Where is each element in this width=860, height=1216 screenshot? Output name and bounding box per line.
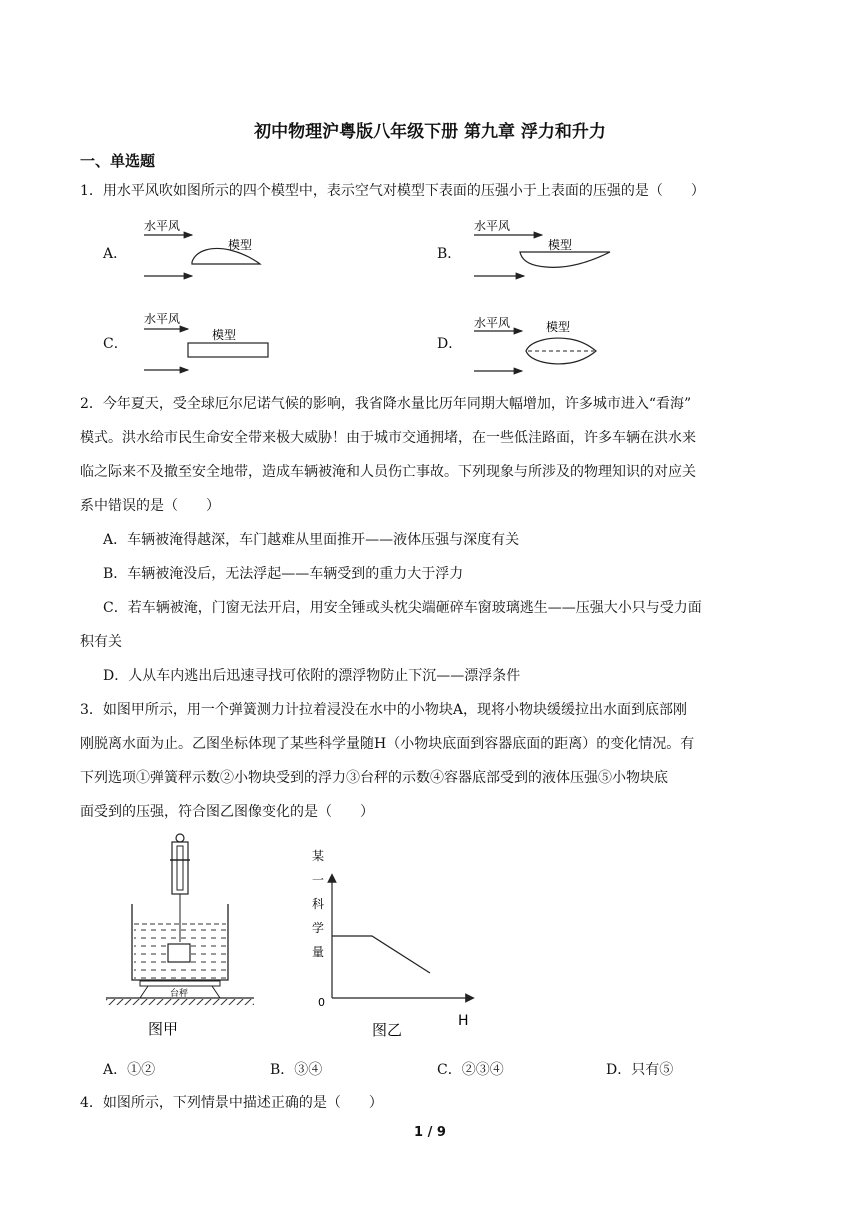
y-axis-label-char-5: 量 <box>312 945 325 959</box>
model-c-figure <box>140 305 280 380</box>
q3-option-b: B．③④ <box>270 1062 323 1078</box>
question-2-line-4: 系中错误的是（ ） <box>80 498 220 514</box>
question-3-line-4: 面受到的压强，符合图乙图像变化的是（ ） <box>80 804 374 820</box>
q2-option-c-continued: 积有关 <box>80 634 122 650</box>
page-title: 初中物理沪粤版八年级下册 第九章 浮力和升力 <box>254 122 606 142</box>
figure-jia <box>100 830 260 1042</box>
spring-scale-slot <box>177 846 183 890</box>
airfoil-curved-bottom <box>520 252 610 267</box>
q2-option-a: A．车辆被淹得越深，车门越难从里面推开——液体压强与深度有关 <box>103 532 520 548</box>
x-axis-label: H <box>458 1013 469 1029</box>
question-3-line-1: 3．如图甲所示，用一个弹簧测力计拉着浸没在水中的小物块A，现将小物块缓缓拉出水面到底部刚 <box>80 702 688 718</box>
model-d-figure <box>470 305 610 380</box>
page-number: 1 / 9 <box>414 1125 446 1140</box>
model-b-figure <box>470 212 620 287</box>
model-label: 模型 <box>228 238 253 252</box>
scale-platform <box>140 981 220 986</box>
question-2-line-2: 模式。洪水给市民生命安全带来极大威胁！由于城市交通拥堵，在一些低洼路面，许多车辆在洪水来 <box>80 430 696 446</box>
question-2-line-3: 临之际来不及撤至安全地带，造成车辆被淹和人员伤亡事故。下列现象与所涉及的物理知识的对应关 <box>80 464 696 480</box>
q3-option-a: A．①② <box>103 1062 156 1078</box>
q2-option-b: B．车辆被淹没后，无法浮起——车辆受到的重力大于浮力 <box>103 566 464 582</box>
q2-option-c: C．若车辆被淹，门窗无法开启，用安全锤或头枕尖端砸碎车窗玻璃逃生——压强大小只与受力面 <box>103 600 702 616</box>
y-axis-label-char-1: 某 <box>312 849 325 863</box>
y-axis-label-char-3: 科 <box>312 897 325 911</box>
q3-option-d: D．只有⑤ <box>606 1062 674 1078</box>
question-3-line-2: 刚脱离水面为止。乙图坐标体现了某些科学量随H（小物块底面到容器底面的距离）的变化情况。有 <box>80 736 695 752</box>
y-axis-label-char-4: 学 <box>312 921 325 935</box>
q2-option-d: D．人从车内逃出后迅速寻找可依附的漂浮物防止下沉——漂浮条件 <box>103 668 521 684</box>
q1-option-a-label: A． <box>103 246 128 262</box>
block-a <box>168 944 190 962</box>
wind-label: 水平风 <box>474 219 511 233</box>
question-3-line-3: 下列选项①弹簧秤示数②小物块受到的浮力③台秤的示数④容器底部受到的液体压强⑤小物块底 <box>80 770 668 786</box>
origin-label: 0 <box>318 996 325 1009</box>
figure-jia-caption: 图甲 <box>148 1020 179 1038</box>
model-label: 模型 <box>546 320 571 334</box>
figure-yi-graph <box>300 840 490 1045</box>
wind-label: 水平风 <box>144 219 181 233</box>
question-4-stem: 4．如图所示，下列情景中描述正确的是（ ） <box>80 1095 383 1111</box>
rectangle-model <box>188 343 268 357</box>
wind-label: 水平风 <box>474 316 511 330</box>
figure-yi-caption: 图乙 <box>372 1021 403 1039</box>
q3-option-c: C．②③④ <box>437 1062 504 1078</box>
wind-label: 水平风 <box>144 312 181 326</box>
spring-scale-body <box>172 842 188 894</box>
model-label: 模型 <box>212 328 237 342</box>
section-heading: 一、单选题 <box>80 152 156 170</box>
y-axis-label-char-2: 一 <box>312 873 325 887</box>
ground-hatching <box>106 999 254 1005</box>
graph-line <box>332 936 430 973</box>
model-a-figure <box>140 212 270 287</box>
question-1-stem: 1．用水平风吹如图所示的四个模型中，表示空气对模型下表面的压强小于上表面的压强的是（ ） <box>80 183 705 199</box>
scale-label: 台秤 <box>170 989 189 999</box>
spring-scale-hook-ring <box>176 834 184 842</box>
q1-option-b-label: B． <box>437 246 462 262</box>
q1-option-c-label: C． <box>103 336 128 352</box>
model-label: 模型 <box>548 238 573 252</box>
q1-option-d-label: D． <box>437 336 463 352</box>
question-2-line-1: 2．今年夏天，受全球厄尔尼诺气候的影响，我省降水量比历年同期大幅增加，许多城市进入“看海” <box>80 396 692 412</box>
